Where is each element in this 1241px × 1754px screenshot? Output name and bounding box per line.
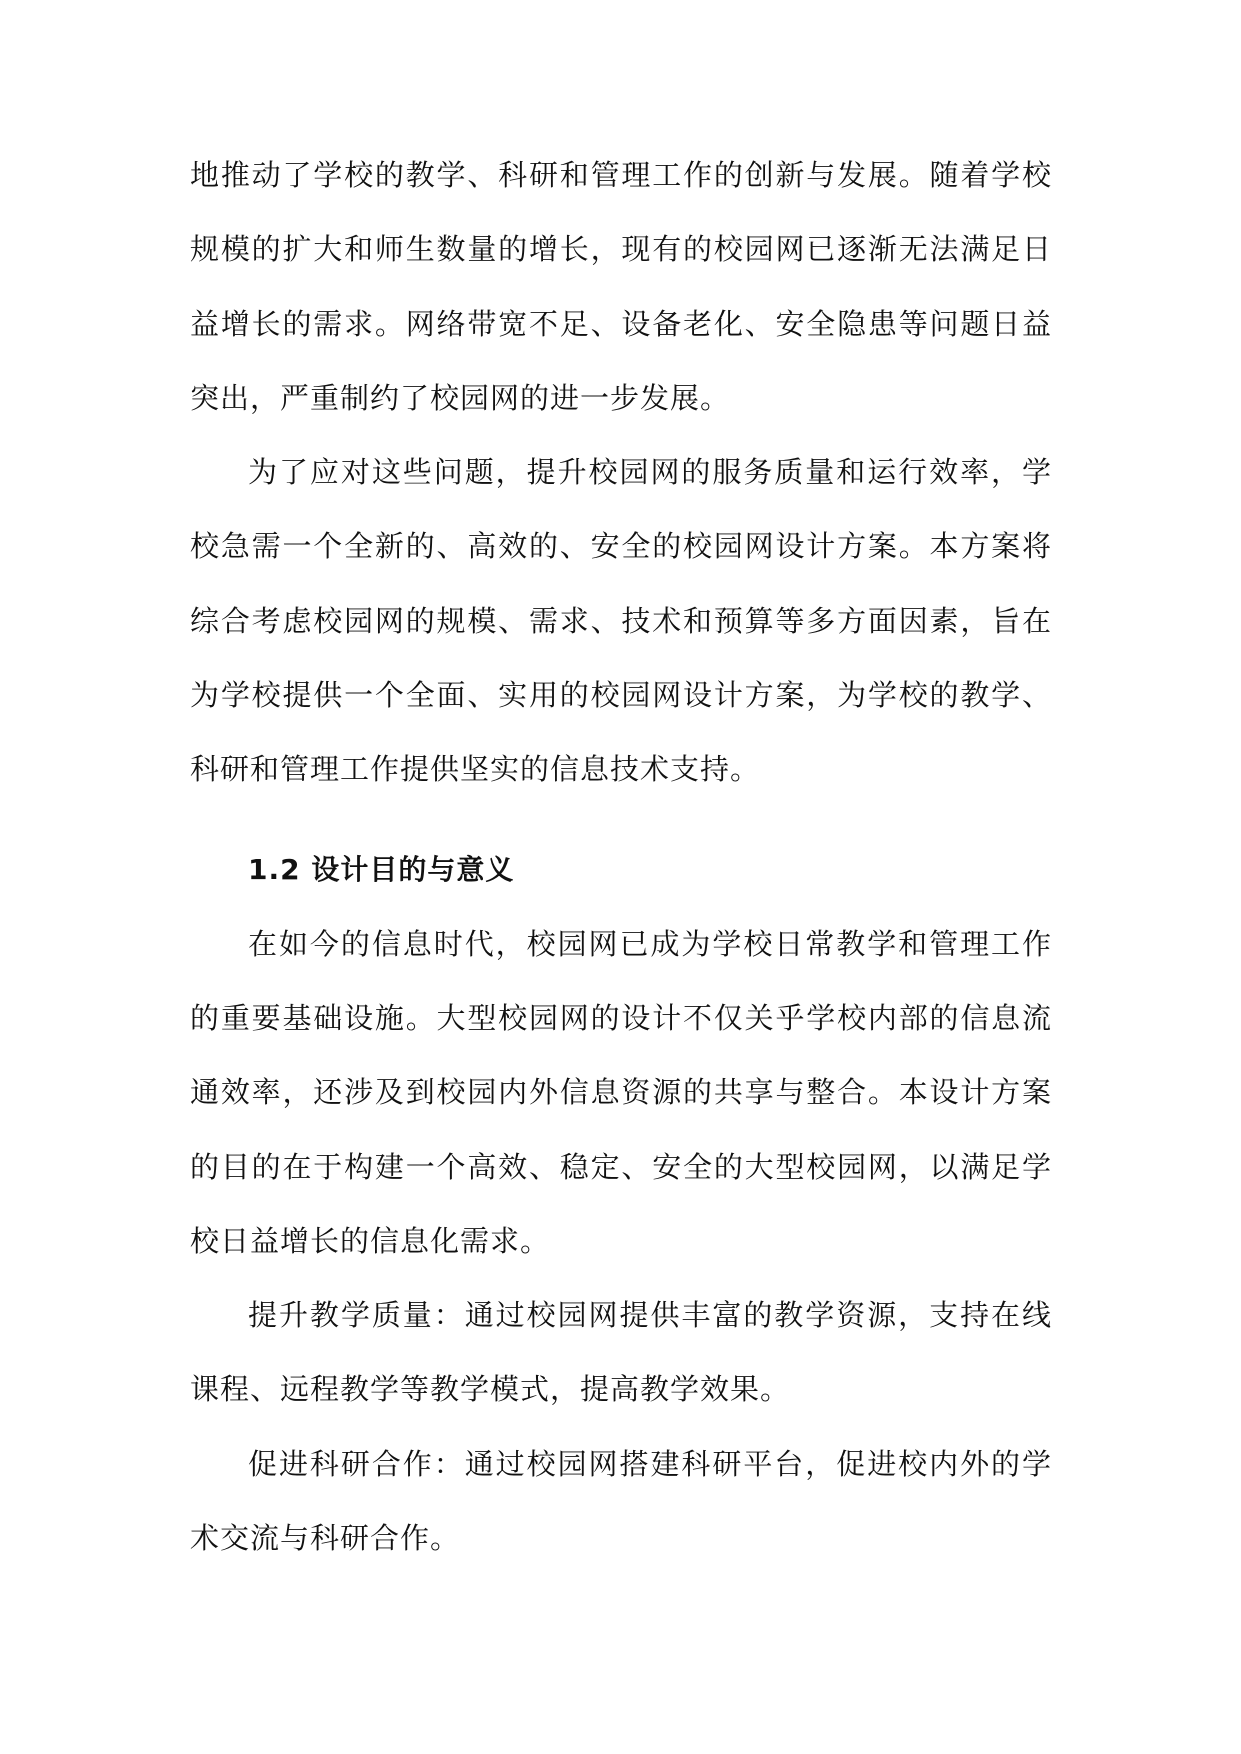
paragraph-problem-response: 为了应对这些问题，提升校园网的服务质量和运行效率，学校急需一个全新的、高效的、安全的校园网设计方案。本方案将综合考虑校园网的规模、需求、技术和预算等多方面因素，旨在为学校提供一个全面、实用的校园网设计方案，为学校的教学、科研和管理工作提供坚实的信息技术支持。: [190, 455, 1052, 787]
section-heading: 1.2 设计目的与意义: [248, 852, 515, 886]
paragraph-teaching-quality: 提升教学质量：通过校园网提供丰富的教学资源，支持在线课程、远程教学等教学模式，提高教学效果。: [190, 1298, 1052, 1407]
paragraph-purpose: 在如今的信息时代，校园网已成为学校日常教学和管理工作的重要基础设施。大型校园网的设计不仅关乎学校内部的信息流通效率，还涉及到校园内外信息资源的共享与整合。本设计方案的目的在于构建一个高效、稳定、安全的大型校园网，以满足学校日益增长的信息化需求。: [190, 926, 1052, 1258]
paragraph-continued: 地推动了学校的教学、科研和管理工作的创新与发展。随着学校规模的扩大和师生数量的增长，现有的校园网已逐渐无法满足日益增长的需求。网络带宽不足、设备老化、安全隐患等问题日益突出，严重制约了校园网的进一步发展。: [190, 158, 1052, 415]
document-body: [190, 138, 1052, 1575]
paragraph-research-collaboration: 促进科研合作：通过校园网搭建科研平台，促进校内外的学术交流与科研合作。: [190, 1446, 1052, 1556]
